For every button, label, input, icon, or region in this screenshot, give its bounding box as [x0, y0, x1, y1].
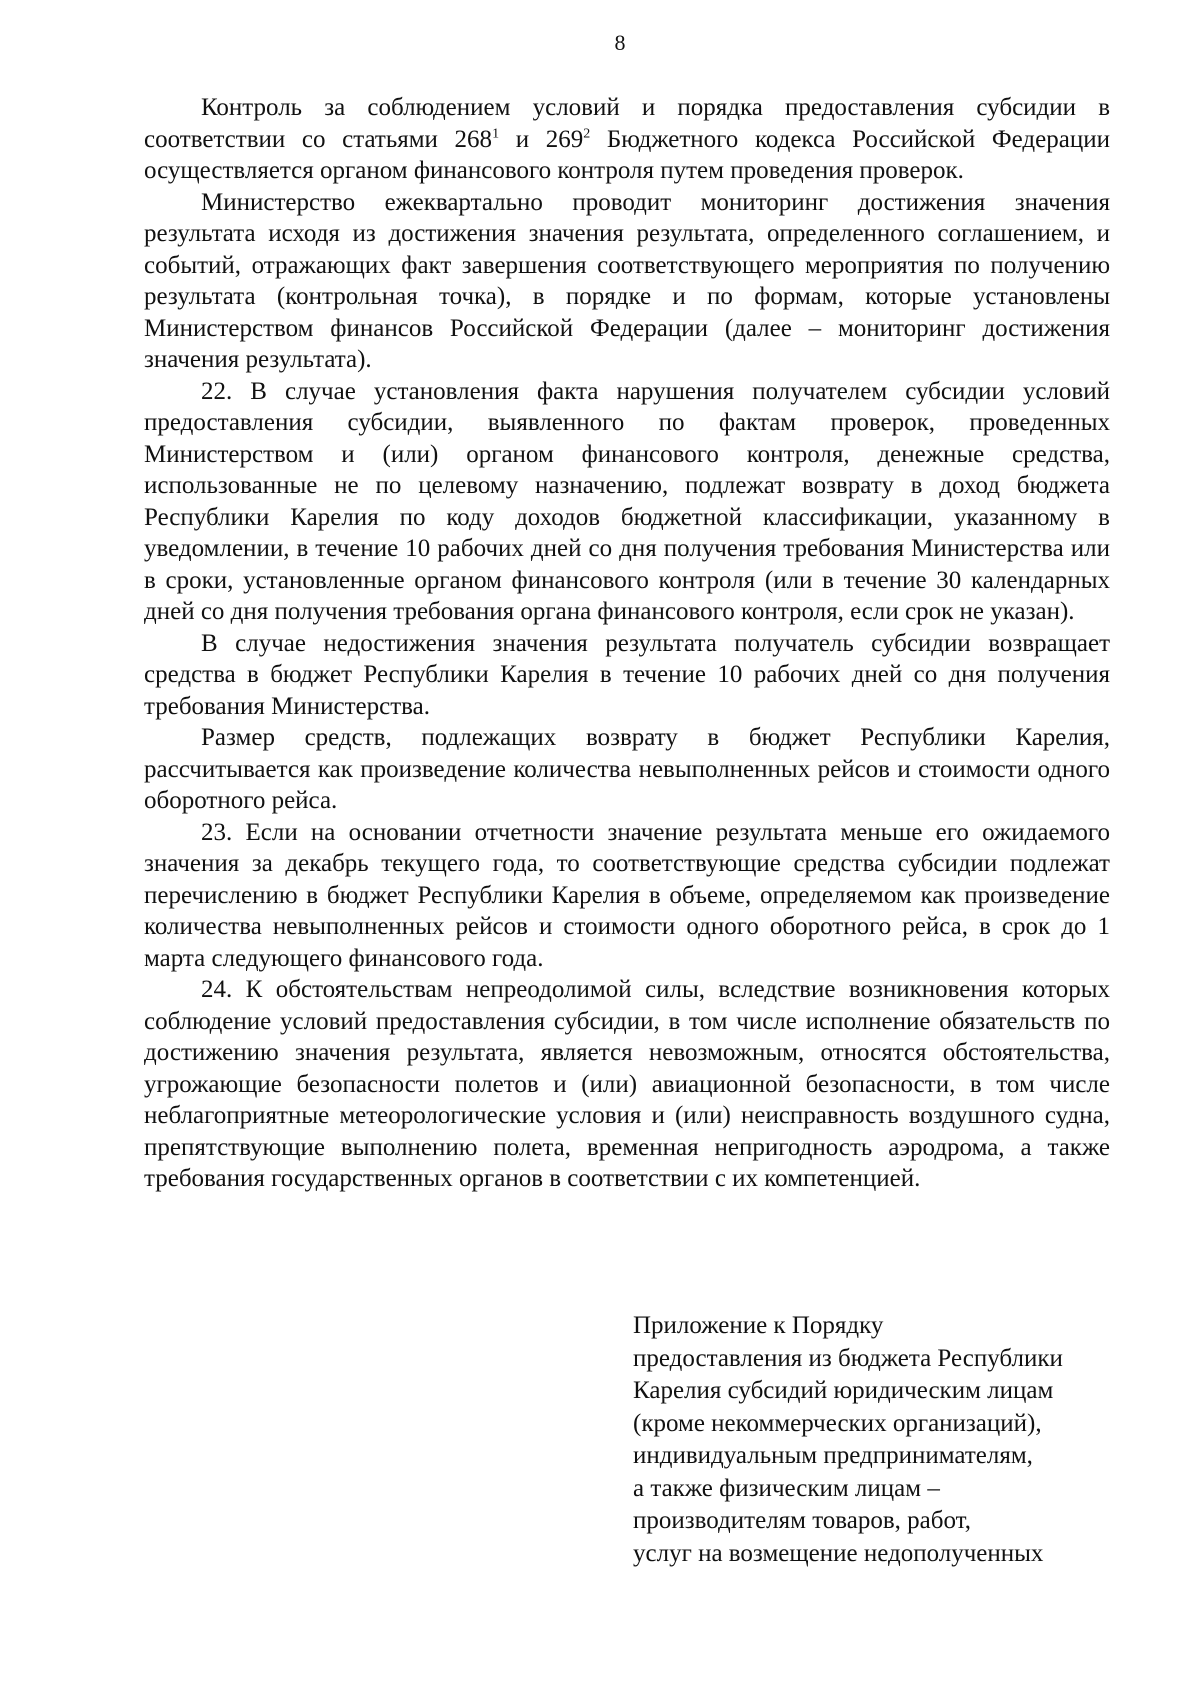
document-body: [144, 92, 1110, 1195]
paragraph-control: [144, 92, 1110, 187]
paragraph-text: Контроль за соблюдением условий и порядка предоставления субсидии в соответствии со статьями 268: [144, 94, 1110, 153]
footnote-superscript: 1: [492, 126, 500, 142]
paragraph-text: 23. Если на основании отчетности значение результата меньше его ожидаемого значения за декабрь текущего года, то соответствующие средства субсидии подлежат перечислению в бюджет Республики Карелия в объеме, определяемом как произведение количества невыполненных рейсов и стоимости одного оборотного рейса, в срок до 1 марта следующего финансового года.: [144, 818, 1110, 972]
paragraph-monitoring: [144, 187, 1110, 376]
appendix-line: а также физическим лицам –: [633, 1474, 940, 1502]
footnote-superscript: 2: [583, 126, 591, 142]
page-number: 8: [614, 30, 626, 55]
paragraph-clause-24: [144, 974, 1110, 1195]
paragraph-text: Размер средств, подлежащих возврату в бюджет Республики Карелия, рассчитывается как произведение количества невыполненных рейсов и стоимости одного оборотного рейса.: [144, 724, 1110, 814]
paragraph-non-achievement: [144, 628, 1110, 723]
paragraph-text: В случае недостижения значения результата получатель субсидии возвращает средства в бюджет Республики Карелия в течение 10 рабочих дней со дня получения требования Министерства.: [144, 629, 1110, 720]
paragraph-text: Бюджетного кодекса Российской Федерации осуществляется органом финансового контроля путем проведения проверок.: [144, 125, 1110, 184]
paragraph-clause-22: [144, 376, 1110, 628]
appendix-line: Приложение к Порядку: [633, 1312, 884, 1339]
appendix-line: предоставления из бюджета Республики: [633, 1344, 1063, 1372]
appendix-line: (кроме некоммерческих организаций),: [633, 1409, 1042, 1437]
appendix-line: индивидуальным предпринимателям,: [633, 1442, 1033, 1469]
paragraph-text: Министерство ежеквартально проводит мониторинг достижения значения результата исходя из достижения значения результата, определенного соглашением, и событий, отражающих факт завершения соответствующего мероприятия по получению результата (контрольная точка), в порядке и по формам, которые установлены Министерством финансов Российской Федерации (далее – мониторинг достижения значения результата).: [144, 188, 1110, 373]
paragraph-text: 24. К обстоятельствам непреодолимой силы, вследствие возникновения которых соблюдение условий предоставления субсидии, в том числе исполнение обязательств по достижению значения результата, является невозможным, относятся обстоятельства, угрожающие безопасности полетов и (или) авиационной безопасности, в том числе неблагоприятные метеорологические условия и (или) неисправность воздушного судна, препятствующие выполнению полета, временная непригодность аэродрома, а также требования государственных органов в соответствии с их компетенцией.: [144, 976, 1110, 1192]
appendix-line: услуг на возмещение недополученных: [633, 1539, 1044, 1567]
appendix-line: производителям товаров, работ,: [633, 1507, 971, 1534]
appendix-heading-block: [633, 1310, 1113, 1570]
paragraph-text: и 269: [499, 125, 584, 153]
paragraph-refund-amount: [144, 722, 1110, 817]
appendix-line: Карелия субсидий юридическим лицам: [633, 1377, 1054, 1404]
paragraph-clause-23: [144, 817, 1110, 975]
paragraph-text: 22. В случае установления факта нарушения получателем субсидии условий предоставления субсидии, выявленного по фактам проверок, проведенных Министерством и (или) органом финансового контроля, денежные средства, использованные не по целевому назначению, подлежат возврату в доход бюджета Республики Карелия по коду доходов бюджетной классификации, указанному в уведомлении, в течение 10 рабочих дней со дня получения требования Министерства или в сроки, установленные органом финансового контроля (или в течение 30 календарных дней со дня получения требования органа финансового контроля, если срок не указан).: [144, 377, 1110, 625]
